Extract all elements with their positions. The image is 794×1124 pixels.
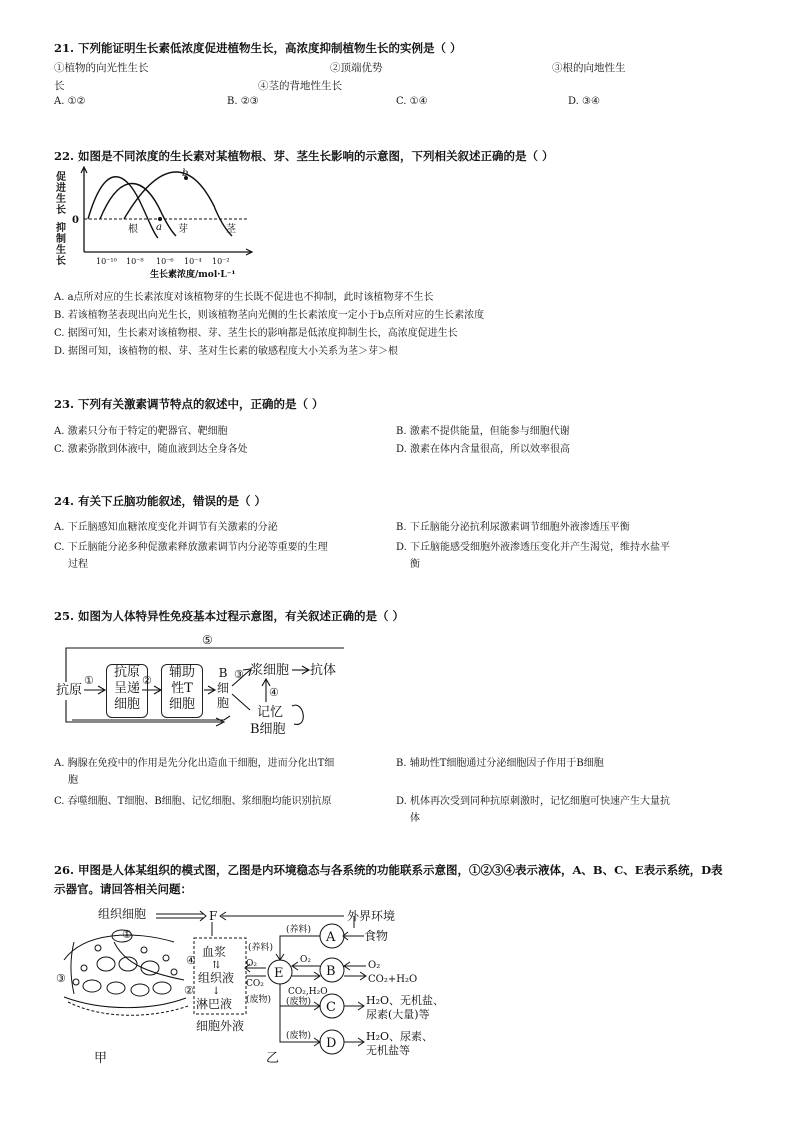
y-label-inhibit-2: 制	[56, 234, 66, 245]
curve-label-root: 根	[128, 224, 138, 235]
system-a-label: A	[326, 930, 336, 945]
nourish-label-2: (养料)	[286, 925, 312, 935]
system-e-label: E	[274, 966, 284, 981]
q25-choice-b: B. 辅助性T细胞通过分泌细胞因子作用于B细胞	[396, 758, 604, 769]
f-label: F	[209, 909, 218, 923]
antigen-label: 抗原	[56, 683, 83, 698]
q23-choice-a: A. 激素只分布于特定的靶器官、靶细胞	[54, 426, 228, 437]
organ-d-label: D	[326, 1036, 337, 1051]
y-label-promote-4: 长	[56, 205, 66, 216]
q25-choice-d-cont: 体	[410, 813, 420, 824]
env-label: 外界环境	[347, 909, 396, 923]
system-c-label: C	[326, 1000, 336, 1015]
q23-stem: 23. 下列有关激素调节特点的叙述中，正确的是（ ）	[54, 397, 324, 411]
curve-label-stem: 茎	[226, 224, 236, 235]
q25-choice-a: A. 胸腺在免疫中的作用是先分化出造血干细胞，进而分化出T细	[54, 758, 335, 769]
q24-choice-c-cont: 过程	[68, 559, 88, 570]
b-line-1: B	[218, 666, 228, 680]
y-label-inhibit-1: 抑	[56, 223, 66, 234]
num-1: ①	[84, 674, 94, 687]
d-output-1: H₂O、尿素、	[366, 1030, 434, 1043]
ecf-label: 细胞外液	[196, 1019, 245, 1033]
point-a	[158, 217, 162, 221]
q21-item-3-cont: 长	[54, 80, 65, 92]
y-label-promote-3: 生	[56, 194, 66, 205]
q21-item-4: ④茎的背地性生长	[258, 80, 342, 92]
q21-stem: 21. 下列能证明生长素低浓度促进植物生长，高浓度抑制植物生长的实例是（ ）	[54, 41, 462, 55]
waste-label-2: (废物)	[286, 997, 312, 1007]
x-tick-1: 10⁻¹⁰	[96, 257, 117, 266]
co2-h2o-label: CO₂+H₂O	[368, 974, 418, 985]
q26-stem-line-2: 示器官。请回答相关问题：	[54, 882, 192, 896]
y-label-inhibit-3: 生	[56, 245, 66, 256]
curve-label-bud: 芽	[178, 224, 188, 235]
q21-item-3: ③根的向地性生	[552, 62, 626, 74]
antibody-label: 抗体	[310, 663, 337, 678]
o2-label-1: O₂	[246, 959, 257, 969]
q22-choice-a: A. a点所对应的生长素浓度对该植物芽的生长既不促进也不抑制，此时该植物芽不生长	[54, 292, 434, 303]
num-2: ②	[142, 674, 152, 687]
x-axis-label: 生长素浓度/mol·L⁻¹	[150, 270, 236, 280]
apc-box	[106, 664, 148, 718]
fluid-num-2: ②	[184, 984, 194, 997]
x-tick-4: 10⁻⁴	[184, 257, 202, 266]
q24-choice-d-cont: 衡	[410, 559, 420, 570]
waste-label-3: (废物)	[286, 1031, 312, 1041]
point-b-label: b	[182, 168, 189, 179]
tissue-figure	[64, 930, 188, 1015]
b-line-3: 胞	[216, 696, 229, 710]
q24-choice-d: D. 下丘脑能感受细胞外液渗透压变化并产生渴觉，维持水盐平	[396, 542, 671, 553]
num-5: ⑤	[202, 633, 213, 647]
b-line-2: 细	[216, 681, 229, 695]
q22-stem: 22. 如图是不同浓度的生长素对某植物根、芽、茎生长影响的示意图，下列相关叙述正确的是（ ）	[54, 149, 554, 163]
o2-label-2: O₂	[300, 955, 311, 965]
fluid-num-3: ③	[56, 972, 66, 985]
x-tick-2: 10⁻⁸	[126, 257, 144, 266]
apc-line-1: 抗原	[113, 665, 140, 680]
b-cell-label	[216, 666, 230, 711]
q21-choice-a: A. ①②	[54, 96, 86, 107]
q22-choice-d: D. 据图可知，该植物的根、芽、茎对生长素的敏感程度大小关系为茎＞芽＞根	[54, 346, 399, 357]
th-line-3: 细胞	[168, 697, 195, 712]
co2-h2o-label-2: CO₂,H₂O	[288, 987, 328, 997]
bud-curve	[100, 183, 176, 236]
q25-choice-a-cont: 胞	[68, 775, 78, 786]
y-zero-label: 0	[72, 215, 79, 226]
y-label-promote-2: 进	[56, 183, 66, 194]
x-tick-3: 10⁻⁶	[156, 257, 174, 266]
y-label-promote-1: 促	[56, 172, 66, 183]
num-3: ③	[234, 668, 244, 681]
q25-choice-c: C. 吞噬细胞、T细胞、B细胞、记忆细胞、浆细胞均能识别抗原	[54, 796, 332, 807]
food-label: 食物	[364, 929, 389, 943]
q22-growth-graph	[54, 166, 254, 280]
o2-label-3: O₂	[368, 960, 381, 971]
fluid-num-4: ④	[186, 954, 196, 967]
num-4: ④	[269, 686, 279, 699]
waste-label-1: (废物)	[246, 995, 272, 1005]
c-output-2: 尿素(大量)等	[366, 1008, 430, 1021]
apc-line-2: 呈递	[113, 681, 140, 696]
q21-item-1: ①植物的向光性生长	[54, 62, 149, 74]
memory-label-2: B细胞	[250, 722, 286, 737]
plasma-cell-label: 浆细胞	[250, 663, 290, 678]
q21-choice-d: D. ③④	[568, 96, 600, 107]
fluid-num-1: ①	[122, 928, 132, 941]
svg-text:⇅: ⇅	[212, 960, 221, 971]
q21-item-2: ②顶端优势	[330, 62, 383, 74]
apc-line-3: 细胞	[113, 697, 140, 712]
fig-yi-label: 乙	[266, 1051, 280, 1066]
co2-label-1: CO₂	[246, 979, 264, 989]
q24-choice-c: C. 下丘脑能分泌多种促激素释放激素调节内分泌等重要的生理	[54, 542, 328, 553]
th-cell-box	[161, 664, 203, 718]
nourish-label-1: (养料)	[248, 943, 274, 953]
q22-choice-c: C. 据图可知，生长素对该植物根、芽、茎生长的影响都是低浓度抑制生长，高浓度促进生长	[54, 328, 458, 339]
q24-stem: 24. 有关下丘脑功能叙述，错误的是（ ）	[54, 494, 267, 508]
q26-diagram	[54, 902, 454, 1072]
system-b-label: B	[326, 964, 336, 979]
lymph-label: 淋巴液	[196, 997, 233, 1011]
q22-choice-b: B. 若该植物茎表现出向光生长，则该植物茎向光侧的生长素浓度一定小于b点所对应的生长素浓度	[54, 310, 485, 321]
q23-choice-c: C. 激素弥散到体液中，随血液到达全身各处	[54, 444, 248, 455]
fig-jia-label: 甲	[94, 1051, 108, 1066]
plasma-label: 血浆	[202, 945, 227, 959]
q21-choice-c: C. ①④	[396, 96, 428, 107]
q26-stem-line-1: 26. 甲图是人体某组织的模式图，乙图是内环境稳态与各系统的功能联系示意图，①②③④表示液体，A、B、C、E表示系统，D表	[54, 863, 723, 877]
tissue-fluid-label: 组织液	[198, 971, 235, 985]
q21-choice-b: B. ②③	[227, 96, 259, 107]
q25-choice-d: D. 机体再次受到同种抗原刺激时，记忆细胞可快速产生大量抗	[396, 796, 671, 807]
th-line-1: 辅助	[168, 665, 195, 680]
th-line-2: 性T	[171, 681, 193, 696]
tissue-cell-label: 组织细胞	[98, 907, 147, 921]
q24-choice-a: A. 下丘脑感知血糖浓度变化并调节有关激素的分泌	[54, 522, 278, 533]
svg-text:↓: ↓	[212, 986, 221, 997]
x-tick-5: 10⁻²	[212, 257, 230, 266]
c-output-1: H₂O、无机盐、	[366, 994, 445, 1007]
q24-choice-b: B. 下丘脑能分泌抗利尿激素调节细胞外液渗透压平衡	[396, 522, 630, 533]
point-a-label: a	[156, 222, 162, 233]
q23-choice-b: B. 激素不提供能量，但能参与细胞代谢	[396, 426, 570, 437]
d-output-2: 无机盐等	[366, 1044, 410, 1057]
memory-label-1: 记忆	[257, 705, 284, 720]
q23-choice-d: D. 激素在体内含量很高，所以效率很高	[396, 444, 571, 455]
y-label-inhibit-4: 长	[56, 256, 66, 267]
q25-stem: 25. 如图为人体特异性免疫基本过程示意图，有关叙述正确的是（ ）	[54, 609, 405, 623]
